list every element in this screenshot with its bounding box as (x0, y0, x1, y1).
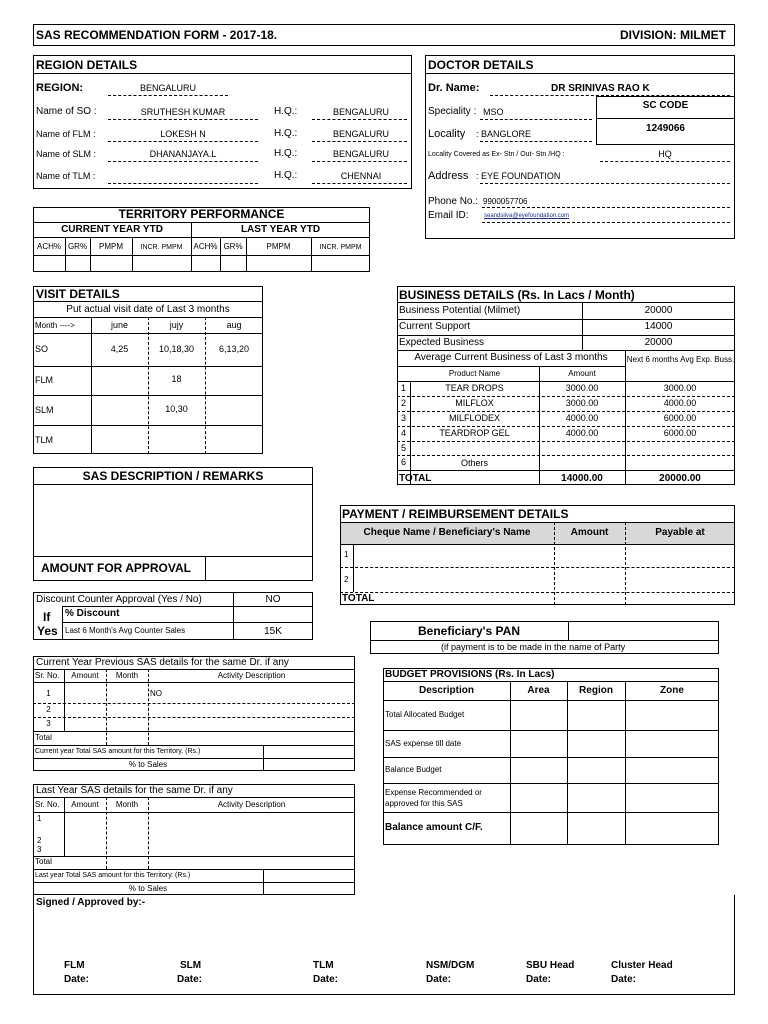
pct-discount-label: % Discount (65, 608, 120, 619)
tlm-hq-label: H.Q.: (274, 170, 298, 181)
slm-name: DHANANJAYA.L (149, 149, 217, 159)
product-next: 6000.00 (663, 413, 697, 423)
product-num: 4 (400, 428, 406, 438)
tlm-label: Name of TLM : (36, 171, 96, 181)
signoff-date: Date: (177, 974, 203, 985)
last-sas-col-month: Month (115, 800, 139, 809)
visit-role-tlm: TLM (35, 435, 53, 445)
sas-remarks-heading: SAS DESCRIPTION / REMARKS (82, 469, 264, 483)
product-name: MILFLOX (455, 398, 494, 408)
territory-heading: TERRITORY PERFORMANCE (118, 207, 285, 221)
last-sas-srno: 3 (37, 845, 42, 854)
email-label: Email ID: (428, 210, 469, 221)
dr-name-label: Dr. Name: (428, 82, 480, 94)
visit-role-slm: SLM (35, 405, 54, 415)
current-sas-pct-sales: % to Sales (128, 760, 168, 769)
so-hq: BENGALURU (332, 107, 389, 117)
visit-month-label: Month ----> (35, 321, 75, 330)
current-sas-territory-total: Current year Total SAS amount for this Territory. (Rs.) (35, 748, 201, 755)
speciality-value: MSO (483, 107, 504, 117)
budget-row-label: Total Allocated Budget (385, 710, 465, 719)
visit-cell: 10,30 (165, 404, 188, 414)
col-gr-cur: GR% (67, 242, 88, 251)
speciality-label: Speciality : (428, 106, 477, 117)
region-value: BENGALURU (140, 83, 197, 93)
so-label: Name of SO : (36, 106, 97, 117)
payment-col-name: Cheque Name / Beneficiary's Name (363, 527, 531, 538)
current-sas-col-month: Month (115, 671, 139, 680)
if-label: If (43, 610, 51, 624)
address-label: Address (428, 170, 469, 182)
col-ach-cur: ACH% (36, 242, 61, 251)
division-label: DIVISION: MILMET (620, 28, 726, 42)
product-name: TEAR DROPS (445, 383, 504, 393)
budget-heading: BUDGET PROVISIONS (Rs. In Lacs) (385, 669, 555, 680)
business-total-amount: 14000.00 (561, 473, 603, 484)
flm-hq: BENGALURU (332, 129, 389, 139)
doctor-details-heading: DOCTOR DETAILS (428, 58, 534, 72)
col-pmpm-cur: PMPM (99, 242, 123, 251)
budget-col-zone: Zone (660, 685, 684, 696)
current-sas-col-activity: Activity Description (217, 671, 286, 680)
budget-row-label: Balance Budget (385, 765, 442, 774)
slm-label: Name of SLM : (36, 149, 97, 159)
visit-month-1: june (110, 320, 128, 330)
current-sas-srno: 3 (46, 719, 51, 728)
so-hq-label: H.Q.: (274, 106, 298, 117)
sc-code-label: SC CODE (642, 100, 689, 111)
tlm-hq: CHENNAI (340, 171, 382, 181)
product-next: 4000.00 (663, 398, 697, 408)
avg-counter-sales-value: 15K (264, 626, 282, 637)
region-label: REGION: (36, 82, 84, 94)
product-amount: 3000.00 (565, 383, 599, 393)
signoff-date: Date: (426, 974, 452, 985)
signoff-date: Date: (64, 974, 90, 985)
product-num: 1 (400, 383, 406, 393)
current-sas-total: Total (35, 733, 52, 742)
region-details-heading: REGION DETAILS (36, 58, 138, 72)
budget-row-label: Balance amount C/F. (385, 822, 483, 833)
budget-row-label: SAS expense till date (385, 739, 462, 748)
payment-row-1: 1 (344, 550, 349, 559)
email-link[interactable]: seandsilva@eyefoundation.com (484, 213, 570, 219)
budget-col-area: Area (527, 685, 550, 696)
signoff-role-tlm: TLM (313, 960, 334, 971)
dr-name-value: DR SRINIVAS RAO K (551, 83, 650, 94)
signoff-role-flm: FLM (64, 960, 85, 971)
sc-code-value: 1249066 (646, 123, 685, 134)
visit-subheading: Put actual visit date of Last 3 months (66, 304, 230, 315)
product-name-col: Product Name (448, 369, 501, 378)
phone-value: 9900057706 (483, 197, 528, 206)
slm-hq: BENGALURU (332, 149, 389, 159)
amount-col: Amount (568, 369, 596, 378)
product-next: 6000.00 (663, 428, 697, 438)
signoff-role-nsm: NSM/DGM (426, 960, 475, 971)
avg-business-label: Average Current Business of Last 3 months (414, 352, 608, 363)
territory-last-heading: LAST YEAR YTD (240, 224, 321, 235)
locality-label: Locality (428, 128, 466, 140)
last-sas-territory-total: Last year Total SAS amount for this Territory. (Rs.) (35, 872, 191, 879)
payment-col-payable: Payable at (655, 527, 705, 538)
visit-cell: 4,25 (110, 344, 129, 354)
product-name: TEARDROP GEL (439, 428, 510, 438)
product-name: Others (460, 458, 488, 468)
visit-cell: 6,13,20 (218, 344, 250, 354)
slm-hq-label: H.Q.: (274, 148, 298, 159)
budget-col-region: Region (579, 685, 613, 696)
current-sas-desc: NO (150, 689, 162, 698)
next-6-months-label: Next 6 months Avg Exp. Buss. (626, 355, 735, 364)
pan-field[interactable] (569, 622, 718, 640)
business-total-next: 20000.00 (659, 473, 701, 484)
payment-heading: PAYMENT / REIMBURSEMENT DETAILS (342, 507, 569, 521)
payment-row-2: 2 (344, 575, 349, 584)
last-sas-srno: 1 (37, 814, 42, 823)
locality-covered-value: HQ (658, 149, 672, 159)
business-potential-label: Business Potential (Milmet) (399, 305, 521, 316)
amount-for-approval-label: AMOUNT FOR APPROVAL (41, 561, 191, 575)
visit-month-3: aug (226, 320, 242, 330)
pan-note: (if payment is to be made in the name of Party (441, 642, 626, 652)
visit-month-2: jujy (169, 320, 184, 330)
signoff-date: Date: (313, 974, 339, 985)
last-sas-col-srno: Sr. No. (35, 800, 60, 809)
signoff-role-slm: SLM (180, 960, 202, 971)
discount-approval-value: NO (265, 594, 281, 605)
signoff-role-cluster: Cluster Head (611, 960, 673, 971)
address-value: : EYE FOUNDATION (476, 171, 561, 181)
last-sas-srno: 2 (37, 836, 42, 845)
signoff-role-sbu: SBU Head (526, 960, 575, 971)
visit-role-so: SO (35, 344, 49, 354)
expected-business-value: 20000 (644, 337, 673, 348)
visit-role-flm: FLM (35, 375, 53, 385)
col-incr-last: INCR. PMPM (319, 244, 362, 251)
territory-current-heading: CURRENT YEAR YTD (61, 224, 163, 235)
current-support-label: Current Support (399, 321, 471, 332)
visit-heading: VISIT DETAILS (36, 287, 120, 301)
current-sas-heading: Current Year Previous SAS details for the same Dr. if any (36, 657, 289, 668)
last-sas-pct-sales: % to Sales (128, 884, 168, 893)
discount-approval-label: Discount Counter Approval (Yes / No) (36, 594, 202, 605)
flm-label: Name of FLM : (36, 129, 96, 139)
product-num: 2 (400, 398, 406, 408)
last-sas-heading: Last Year SAS details for the same Dr. if any (36, 785, 233, 796)
form-title: SAS RECOMMENDATION FORM - 2017-18. (36, 28, 278, 42)
visit-cell: 18 (171, 374, 182, 384)
so-name: SRUTHESH KUMAR (140, 107, 226, 117)
current-support-value: 14000 (644, 321, 673, 332)
last-sas-total: Total (35, 857, 52, 866)
current-sas-srno: 2 (46, 705, 51, 714)
current-sas-col-srno: Sr. No. (35, 671, 60, 680)
last-sas-col-activity: Activity Description (217, 800, 286, 809)
product-amount: 4000.00 (565, 413, 599, 423)
product-num: 6 (400, 457, 406, 467)
business-total-label: TOTAL (399, 473, 432, 484)
product-num: 5 (400, 443, 406, 453)
visit-cell: 10,18,30 (158, 344, 195, 354)
phone-label: Phone No.: (428, 196, 479, 207)
locality-covered-label: Locality Covered as Ex- Stn / Out- Stn /HQ : (428, 151, 565, 158)
amount-for-approval-field[interactable] (205, 556, 313, 581)
region-details-box (33, 55, 412, 189)
product-amount: 4000.00 (565, 428, 599, 438)
signoff-date: Date: (611, 974, 637, 985)
expected-business-label: Expected Business (399, 337, 485, 348)
locality-value: : BANGLORE (476, 129, 532, 139)
product-next: 3000.00 (663, 383, 697, 393)
pan-label: Beneficiary's PAN (417, 624, 520, 638)
flm-hq-label: H.Q.: (274, 128, 298, 139)
col-pmpm-last: PMPM (266, 242, 291, 251)
col-ach-last: ACH% (193, 242, 218, 251)
yes-label: Yes (37, 624, 58, 638)
payment-total: TOTAL (342, 593, 375, 604)
flm-name: LOKESH N (160, 129, 206, 139)
current-sas-srno: 1 (46, 689, 51, 698)
product-amount: 3000.00 (565, 398, 599, 408)
col-gr-last: GR% (223, 242, 243, 251)
col-incr-cur: INCR. PMPM (140, 244, 183, 251)
business-heading: BUSINESS DETAILS (Rs. In Lacs / Month) (399, 288, 635, 302)
product-name: MILFLODEX (448, 413, 500, 423)
current-sas-col-amount: Amount (71, 671, 99, 680)
last-sas-col-amount: Amount (71, 800, 99, 809)
budget-row-label: Expense Recommended or approved for this SAS (385, 788, 482, 808)
signoff-date: Date: (526, 974, 552, 985)
avg-counter-sales-label: Last 6 Month's Avg Counter Sales (65, 626, 186, 635)
payment-col-amount: Amount (570, 527, 609, 538)
signoff-label: Signed / Approved by:- (36, 897, 146, 908)
product-num: 3 (400, 413, 406, 423)
budget-col-description: Description (418, 685, 474, 696)
business-potential-value: 20000 (644, 305, 673, 316)
